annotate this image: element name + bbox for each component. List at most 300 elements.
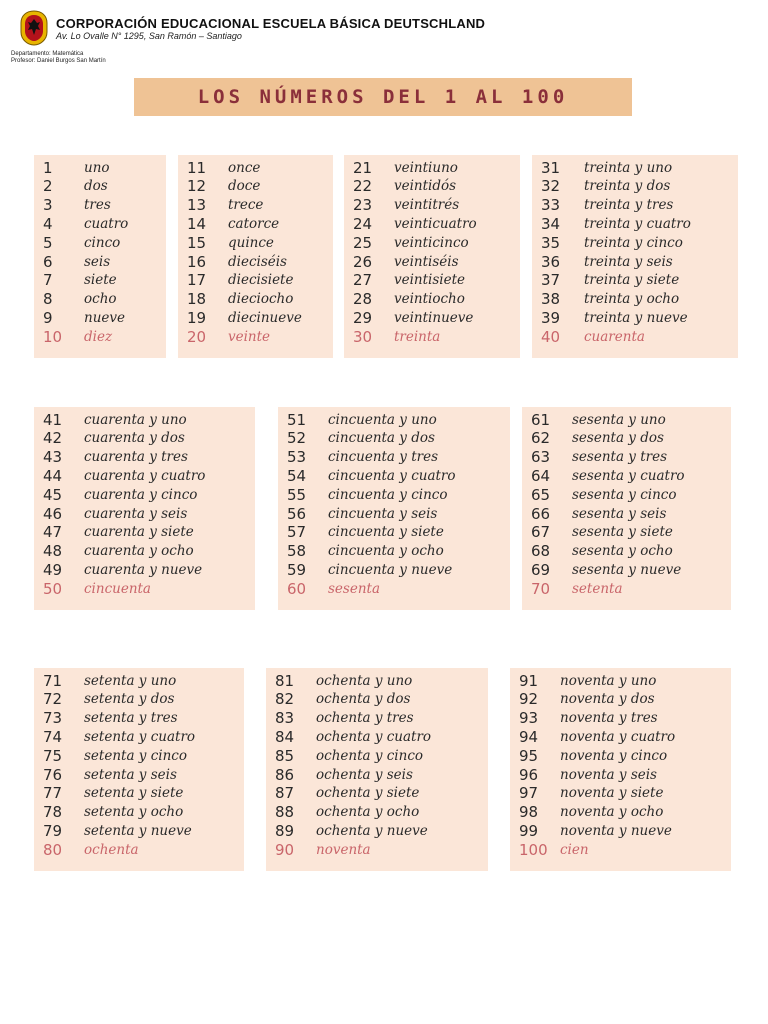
number-row xyxy=(344,214,520,233)
number-digit: 98 xyxy=(519,803,539,822)
number-word: cuarenta y nueve xyxy=(84,561,203,578)
number-digit: 26 xyxy=(353,252,373,271)
number-word: cuarenta y uno xyxy=(84,411,187,428)
number-row xyxy=(34,252,166,271)
number-word: cincuenta y uno xyxy=(328,411,437,428)
number-word: treinta y siete xyxy=(584,272,680,289)
number-row xyxy=(278,485,510,504)
number-digit: 76 xyxy=(43,765,63,784)
number-word: ochenta y seis xyxy=(316,766,413,783)
number-word: cincuenta y tres xyxy=(328,449,438,466)
number-digit: 35 xyxy=(541,233,561,252)
number-word: sesenta y cinco xyxy=(572,486,677,503)
number-digit: 27 xyxy=(353,271,373,290)
number-row xyxy=(34,671,244,690)
number-row xyxy=(266,765,488,784)
number-word: dieciséis xyxy=(228,253,287,270)
number-word: cincuenta y dos xyxy=(328,430,435,447)
number-word: noventa y tres xyxy=(560,710,658,727)
number-word: cien xyxy=(560,841,589,858)
number-word: setenta y siete xyxy=(84,785,184,802)
number-digit: 57 xyxy=(287,523,307,542)
number-row xyxy=(34,158,166,177)
number-digit: 14 xyxy=(187,214,207,233)
number-digit: 17 xyxy=(187,271,207,290)
number-row xyxy=(278,504,510,523)
number-digit: 7 xyxy=(43,271,53,290)
number-row xyxy=(266,709,488,728)
number-digit: 63 xyxy=(531,448,551,467)
number-row xyxy=(34,196,166,215)
number-word: sesenta xyxy=(328,580,381,597)
number-digit: 95 xyxy=(519,746,539,765)
number-digit: 36 xyxy=(541,252,561,271)
number-word: ochenta y tres xyxy=(316,710,414,727)
number-digit: 19 xyxy=(187,308,207,327)
number-row xyxy=(34,429,255,448)
number-word: ochenta y uno xyxy=(316,672,413,689)
number-word: tres xyxy=(84,197,111,214)
number-digit: 83 xyxy=(275,709,295,728)
number-word: veintinueve xyxy=(394,309,474,326)
number-word: cuarenta y ocho xyxy=(84,543,194,560)
number-digit: 28 xyxy=(353,290,373,309)
number-word: cincuenta y cinco xyxy=(328,486,448,503)
number-word: setenta y cuatro xyxy=(84,728,196,745)
number-row xyxy=(266,803,488,822)
number-digit: 67 xyxy=(531,523,551,542)
number-word: dos xyxy=(84,178,108,195)
number-word: uno xyxy=(84,159,110,176)
number-word: noventa y siete xyxy=(560,785,664,802)
number-row xyxy=(34,177,166,196)
number-box xyxy=(266,668,488,871)
number-word: cuarenta y siete xyxy=(84,524,194,541)
number-row xyxy=(344,252,520,271)
number-digit: 31 xyxy=(541,158,561,177)
number-row xyxy=(344,196,520,215)
number-row xyxy=(178,177,333,196)
number-box xyxy=(344,155,520,358)
number-digit: 88 xyxy=(275,803,295,822)
number-digit: 65 xyxy=(531,485,551,504)
number-row xyxy=(344,158,520,177)
number-digit: 72 xyxy=(43,690,63,709)
number-digit: 42 xyxy=(43,429,63,448)
number-row xyxy=(532,196,738,215)
number-digit: 20 xyxy=(187,327,207,346)
number-digit: 40 xyxy=(541,327,561,346)
number-digit: 80 xyxy=(43,840,63,859)
page-title: LOS NÚMEROS DEL 1 AL 100 xyxy=(197,86,569,108)
number-word: sesenta y ocho xyxy=(572,543,673,560)
number-digit: 41 xyxy=(43,410,63,429)
number-row xyxy=(522,448,731,467)
number-row xyxy=(510,709,731,728)
number-digit: 24 xyxy=(353,214,373,233)
number-digit: 92 xyxy=(519,690,539,709)
number-row xyxy=(522,504,731,523)
number-row xyxy=(522,560,731,579)
number-word: setenta y uno xyxy=(84,672,177,689)
number-row xyxy=(278,448,510,467)
number-digit: 18 xyxy=(187,290,207,309)
number-digit: 23 xyxy=(353,196,373,215)
number-word: treinta y ocho xyxy=(584,291,680,308)
number-word: sesenta y nueve xyxy=(572,561,682,578)
number-digit: 44 xyxy=(43,466,63,485)
number-row xyxy=(344,177,520,196)
number-word: sesenta y seis xyxy=(572,505,667,522)
number-row xyxy=(522,410,731,429)
number-digit: 54 xyxy=(287,466,307,485)
number-row xyxy=(34,327,166,346)
number-row xyxy=(34,784,244,803)
number-digit: 55 xyxy=(287,485,307,504)
number-row xyxy=(278,466,510,485)
number-word: diez xyxy=(84,328,113,345)
number-digit: 38 xyxy=(541,290,561,309)
number-word: veintidós xyxy=(394,178,457,195)
number-row xyxy=(510,671,731,690)
number-word: quince xyxy=(228,234,274,251)
number-digit: 10 xyxy=(43,327,63,346)
number-digit: 2 xyxy=(43,177,53,196)
number-row xyxy=(510,746,731,765)
number-digit: 11 xyxy=(187,158,207,177)
number-row xyxy=(178,233,333,252)
number-row xyxy=(178,196,333,215)
number-word: cuarenta y seis xyxy=(84,505,188,522)
number-digit: 90 xyxy=(275,840,295,859)
number-row xyxy=(522,485,731,504)
number-word: treinta y seis xyxy=(584,253,673,270)
number-word: veintitrés xyxy=(394,197,460,214)
number-box xyxy=(278,407,510,610)
number-row xyxy=(532,214,738,233)
number-row xyxy=(178,252,333,271)
number-row xyxy=(266,727,488,746)
number-row xyxy=(532,308,738,327)
number-word: treinta y cuatro xyxy=(584,215,691,232)
number-row xyxy=(278,579,510,598)
number-word: cincuenta y nueve xyxy=(328,561,453,578)
number-digit: 99 xyxy=(519,821,539,840)
number-word: sesenta y uno xyxy=(572,411,666,428)
number-digit: 77 xyxy=(43,784,63,803)
number-word: noventa y uno xyxy=(560,672,657,689)
number-word: sesenta y tres xyxy=(572,449,668,466)
number-word: cuarenta y cinco xyxy=(84,486,198,503)
number-word: veintiuno xyxy=(394,159,458,176)
number-digit: 33 xyxy=(541,196,561,215)
school-address: Av. Lo Ovalle N° 1295, San Ramón – Santiago xyxy=(56,31,242,41)
number-word: trece xyxy=(228,197,264,214)
number-row xyxy=(178,308,333,327)
number-digit: 29 xyxy=(353,308,373,327)
number-row xyxy=(178,158,333,177)
number-row xyxy=(522,523,731,542)
number-word: cincuenta y seis xyxy=(328,505,438,522)
number-word: ochenta y dos xyxy=(316,691,411,708)
number-digit: 5 xyxy=(43,233,53,252)
number-row xyxy=(34,803,244,822)
number-word: cincuenta xyxy=(84,580,151,597)
number-row xyxy=(34,840,244,859)
number-box xyxy=(522,407,731,610)
number-word: doce xyxy=(228,178,261,195)
number-word: cincuenta y cuatro xyxy=(328,467,456,484)
number-digit: 1 xyxy=(43,158,53,177)
number-row xyxy=(532,290,738,309)
number-word: seis xyxy=(84,253,111,270)
number-row xyxy=(344,308,520,327)
number-row xyxy=(34,448,255,467)
number-digit: 84 xyxy=(275,727,295,746)
number-word: treinta y dos xyxy=(584,178,671,195)
number-digit: 53 xyxy=(287,448,307,467)
number-row xyxy=(522,429,731,448)
number-digit: 78 xyxy=(43,803,63,822)
number-row xyxy=(34,542,255,561)
number-row xyxy=(34,308,166,327)
number-row xyxy=(344,327,520,346)
number-word: treinta y tres xyxy=(584,197,674,214)
number-row xyxy=(266,840,488,859)
number-box xyxy=(34,407,255,610)
number-digit: 81 xyxy=(275,671,295,690)
number-digit: 64 xyxy=(531,466,551,485)
number-row xyxy=(266,784,488,803)
number-word: veintiocho xyxy=(394,291,465,308)
number-digit: 87 xyxy=(275,784,295,803)
number-row xyxy=(510,727,731,746)
number-row xyxy=(344,233,520,252)
number-digit: 71 xyxy=(43,671,63,690)
number-digit: 69 xyxy=(531,560,551,579)
number-row xyxy=(34,214,166,233)
number-row xyxy=(266,671,488,690)
number-digit: 9 xyxy=(43,308,53,327)
number-word: setenta y seis xyxy=(84,766,177,783)
number-word: ochenta y siete xyxy=(316,785,420,802)
number-digit: 58 xyxy=(287,542,307,561)
number-word: treinta xyxy=(394,328,441,345)
number-word: veinte xyxy=(228,328,271,345)
number-row xyxy=(510,821,731,840)
school-name: CORPORACIÓN EDUCACIONAL ESCUELA BÁSICA DEUTSCHLAND xyxy=(56,16,486,31)
number-digit: 15 xyxy=(187,233,207,252)
number-digit: 34 xyxy=(541,214,561,233)
number-row xyxy=(34,765,244,784)
number-word: treinta y cinco xyxy=(584,234,683,251)
number-digit: 49 xyxy=(43,560,63,579)
number-digit: 85 xyxy=(275,746,295,765)
number-row xyxy=(510,784,731,803)
number-row xyxy=(178,290,333,309)
number-digit: 93 xyxy=(519,709,539,728)
number-digit: 21 xyxy=(353,158,373,177)
number-word: noventa y dos xyxy=(560,691,655,708)
number-row xyxy=(34,504,255,523)
number-word: ochenta y cinco xyxy=(316,747,424,764)
number-row xyxy=(522,579,731,598)
number-digit: 56 xyxy=(287,504,307,523)
number-box xyxy=(34,155,166,358)
number-digit: 6 xyxy=(43,252,53,271)
number-row xyxy=(278,410,510,429)
number-word: veintiséis xyxy=(394,253,459,270)
number-digit: 100 xyxy=(519,840,548,859)
number-word: sesenta y cuatro xyxy=(572,467,685,484)
number-digit: 30 xyxy=(353,327,373,346)
number-word: treinta y nueve xyxy=(584,309,688,326)
number-digit: 47 xyxy=(43,523,63,542)
number-digit: 12 xyxy=(187,177,207,196)
number-row xyxy=(510,840,731,859)
number-word: siete xyxy=(84,272,117,289)
number-row xyxy=(34,560,255,579)
number-word: cuarenta y tres xyxy=(84,449,188,466)
number-word: veintisiete xyxy=(394,272,466,289)
number-word: setenta y cinco xyxy=(84,747,187,764)
number-digit: 70 xyxy=(531,579,551,598)
number-word: noventa xyxy=(316,841,371,858)
number-digit: 79 xyxy=(43,821,63,840)
number-row xyxy=(344,290,520,309)
number-word: veinticuatro xyxy=(394,215,477,232)
department-info xyxy=(11,51,106,65)
number-digit: 97 xyxy=(519,784,539,803)
number-word: cuatro xyxy=(84,215,129,232)
number-word: noventa y ocho xyxy=(560,804,664,821)
number-digit: 86 xyxy=(275,765,295,784)
number-word: setenta y dos xyxy=(84,691,175,708)
number-digit: 75 xyxy=(43,746,63,765)
number-row xyxy=(266,690,488,709)
number-word: setenta xyxy=(572,580,623,597)
number-word: cincuenta y ocho xyxy=(328,543,444,560)
number-word: nueve xyxy=(84,309,125,326)
number-row xyxy=(532,177,738,196)
number-word: noventa y seis xyxy=(560,766,657,783)
number-digit: 32 xyxy=(541,177,561,196)
number-digit: 43 xyxy=(43,448,63,467)
number-digit: 96 xyxy=(519,765,539,784)
number-row xyxy=(34,821,244,840)
number-digit: 16 xyxy=(187,252,207,271)
number-word: setenta y tres xyxy=(84,710,178,727)
number-box xyxy=(178,155,333,358)
number-word: ochenta y cuatro xyxy=(316,728,432,745)
number-word: setenta y ocho xyxy=(84,804,184,821)
number-row xyxy=(278,523,510,542)
number-row xyxy=(266,821,488,840)
number-word: ochenta y nueve xyxy=(316,822,428,839)
number-row xyxy=(34,271,166,290)
number-row xyxy=(34,466,255,485)
number-digit: 22 xyxy=(353,177,373,196)
number-row xyxy=(510,765,731,784)
number-digit: 37 xyxy=(541,271,561,290)
number-digit: 3 xyxy=(43,196,53,215)
number-row xyxy=(522,542,731,561)
number-digit: 60 xyxy=(287,579,307,598)
number-row xyxy=(34,746,244,765)
number-digit: 13 xyxy=(187,196,207,215)
number-word: diecisiete xyxy=(228,272,294,289)
number-row xyxy=(532,327,738,346)
number-word: ochenta y ocho xyxy=(316,804,420,821)
number-word: ocho xyxy=(84,291,117,308)
number-row xyxy=(532,233,738,252)
number-word: sesenta y dos xyxy=(572,430,664,447)
number-digit: 51 xyxy=(287,410,307,429)
number-row xyxy=(278,542,510,561)
number-word: dieciocho xyxy=(228,291,294,308)
number-row xyxy=(34,727,244,746)
number-word: cincuenta y siete xyxy=(328,524,444,541)
number-digit: 66 xyxy=(531,504,551,523)
number-word: catorce xyxy=(228,215,280,232)
number-digit: 45 xyxy=(43,485,63,504)
number-row xyxy=(34,410,255,429)
number-digit: 25 xyxy=(353,233,373,252)
number-row xyxy=(178,271,333,290)
number-digit: 82 xyxy=(275,690,295,709)
school-crest-icon xyxy=(20,10,48,46)
number-row xyxy=(278,560,510,579)
number-row xyxy=(266,746,488,765)
number-word: ochenta xyxy=(84,841,139,858)
number-digit: 94 xyxy=(519,727,539,746)
number-row xyxy=(510,690,731,709)
number-word: diecinueve xyxy=(228,309,302,326)
number-digit: 50 xyxy=(43,579,63,598)
number-row xyxy=(532,271,738,290)
number-digit: 62 xyxy=(531,429,551,448)
number-word: once xyxy=(228,159,261,176)
number-row xyxy=(344,271,520,290)
number-box xyxy=(510,668,731,871)
number-row xyxy=(522,466,731,485)
number-digit: 73 xyxy=(43,709,63,728)
number-row xyxy=(34,523,255,542)
number-digit: 48 xyxy=(43,542,63,561)
number-row xyxy=(278,429,510,448)
number-digit: 39 xyxy=(541,308,561,327)
number-word: setenta y nueve xyxy=(84,822,192,839)
number-word: cinco xyxy=(84,234,121,251)
number-word: treinta y uno xyxy=(584,159,673,176)
number-box xyxy=(532,155,738,358)
number-digit: 8 xyxy=(43,290,53,309)
number-word: noventa y cuatro xyxy=(560,728,676,745)
number-row xyxy=(34,290,166,309)
number-row xyxy=(34,485,255,504)
number-row xyxy=(510,803,731,822)
number-word: cuarenta y cuatro xyxy=(84,467,206,484)
number-digit: 68 xyxy=(531,542,551,561)
number-row xyxy=(34,579,255,598)
number-digit: 91 xyxy=(519,671,539,690)
number-digit: 4 xyxy=(43,214,53,233)
title-banner xyxy=(134,78,632,116)
number-box xyxy=(34,668,244,871)
teacher-label: Profesor: Daniel Burgos San Martín xyxy=(11,58,106,64)
number-row xyxy=(34,233,166,252)
number-row xyxy=(532,252,738,271)
